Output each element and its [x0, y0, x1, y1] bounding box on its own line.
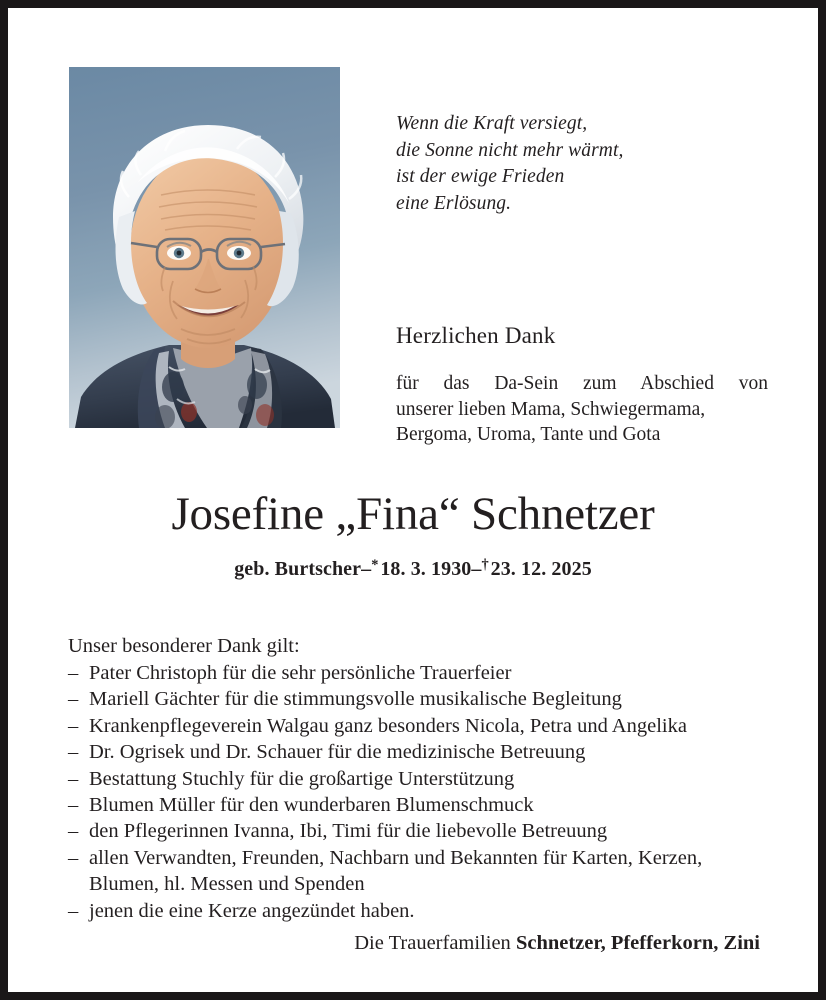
special-thanks-intro: Unser besonderer Dank gilt:: [68, 635, 300, 657]
list-item: – Krankenpflegeverein Walgau ganz besonders Nicola, Petra und Angelika: [68, 713, 774, 739]
born-symbol: *: [371, 557, 379, 573]
families-names: Schnetzer, Pfefferkorn, Zini: [515, 932, 760, 954]
birth-date: 18. 3. 1930: [380, 558, 472, 581]
died-symbol: †: [481, 557, 489, 573]
deceased-dates: [8, 552, 818, 582]
thanks-line-1: für das Da-Sein zum Abschied von: [396, 373, 768, 394]
list-item: – Pater Christoph für die sehr persönliche Trauerfeier: [68, 660, 774, 686]
thanks-paragraph: [396, 371, 768, 448]
list-item: – Mariell Gächter für die stimmungsvolle musikalische Begleitung: [68, 686, 774, 712]
verse-line-1: Wenn die Kraft versiegt,: [396, 113, 588, 134]
list-item: – allen Verwandten, Freunden, Nachbarn und Bekannten für Karten, Kerzen, Blumen, hl. Messen und Spenden: [68, 845, 774, 898]
verse-line-2: die Sonne nicht mehr wärmt,: [396, 139, 624, 161]
list-item: – den Pflegerinnen Ivanna, Ibi, Timi für die liebevolle Betreuung: [68, 818, 774, 844]
portrait-illustration: [69, 67, 340, 428]
list-item: – jenen die eine Kerze angezündet haben.: [68, 898, 774, 924]
thanks-line-2: unserer lieben Mama, Schwiegermama,: [396, 398, 706, 420]
portrait-photo: [69, 67, 340, 428]
list-item: – Bestattung Stuchly für die großartige Unterstützung: [68, 766, 774, 792]
special-thanks-list: [68, 660, 774, 924]
list-item: – Dr. Ogrisek und Dr. Schauer für die medizinische Betreuung: [68, 739, 774, 765]
verse-line-4: eine Erlösung.: [396, 192, 512, 214]
verse-line-3: ist der ewige Frieden: [396, 166, 565, 187]
dates-separator-2: –: [471, 558, 482, 581]
maiden-name: geb. Burtscher: [234, 558, 362, 581]
thanks-line-3: Bergoma, Uroma, Tante und Gota: [396, 424, 661, 445]
death-date: 23. 12. 2025: [490, 558, 592, 581]
families-prefix: Die Trauerfamilien: [354, 932, 516, 954]
dates-separator-1: –: [361, 558, 372, 581]
notice-sheet: [8, 8, 818, 992]
memorial-verse: [396, 111, 776, 217]
mourning-families: [8, 929, 760, 957]
deceased-name: Josefine „Fina“ Schnetzer: [171, 488, 655, 540]
list-item: – Blumen Müller für den wunderbaren Blumenschmuck: [68, 792, 774, 818]
thanks-heading: Herzlichen Dank: [396, 323, 556, 348]
